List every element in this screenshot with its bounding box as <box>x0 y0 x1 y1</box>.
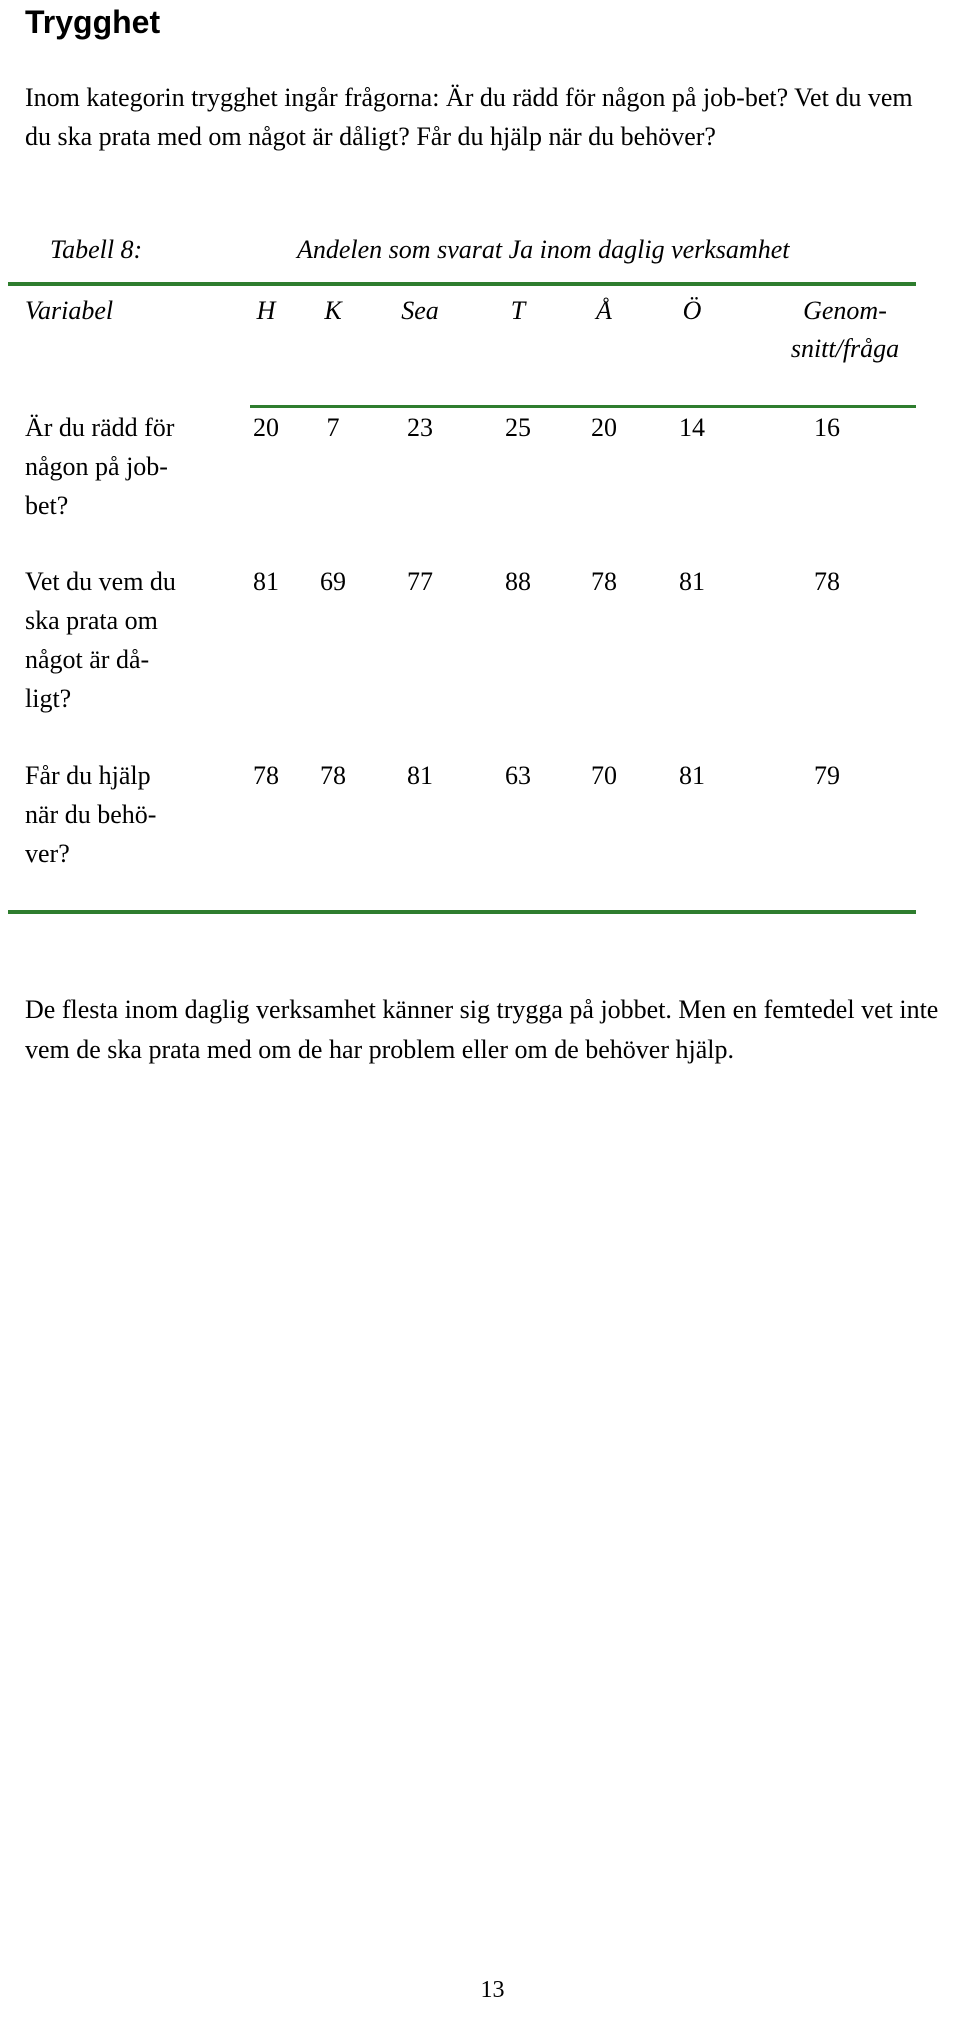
header-variable: Variabel <box>25 296 114 325</box>
row-label-line: Får du hjälp <box>25 761 151 790</box>
cell-oe: 81 <box>679 761 705 790</box>
row-label-line: något är då- <box>25 645 150 674</box>
cell-k: 78 <box>320 761 346 790</box>
table-label: Tabell 8: <box>50 235 143 264</box>
cell-h: 81 <box>253 567 279 596</box>
header-average-line1: Genom- <box>803 296 887 325</box>
table-bottom-rule <box>8 910 916 914</box>
cell-average: 79 <box>814 761 840 790</box>
cell-t: 25 <box>505 413 531 442</box>
row-label <box>25 562 230 718</box>
cell-sea: 81 <box>407 761 433 790</box>
row-label-line: bet? <box>25 491 69 520</box>
cell-k: 7 <box>326 413 340 442</box>
row-label-line: någon på job- <box>25 452 168 481</box>
table-top-rule <box>8 282 916 286</box>
table-title: Andelen som svarat Ja inom daglig verksamhet <box>297 235 790 264</box>
cell-oe: 81 <box>679 567 705 596</box>
cell-sea: 77 <box>407 567 433 596</box>
cell-aa: 78 <box>591 567 617 596</box>
page-number: 13 <box>480 1977 505 2003</box>
intro-paragraph: Inom kategorin trygghet ingår frågorna: Är du rädd för någon på job-bet? Vet du vem du ska prata med om något är dåligt? Får du hjälp när du behöver? <box>25 83 913 151</box>
row-label <box>25 756 230 873</box>
cell-aa: 70 <box>591 761 617 790</box>
row-label-line: ska prata om <box>25 606 158 635</box>
header-oe: Ö <box>682 296 702 325</box>
header-average-line2: snitt/fråga <box>790 334 900 363</box>
cell-k: 69 <box>320 567 346 596</box>
conclusion-paragraph: De flesta inom daglig verksamhet känner sig trygga på jobbet. Men en femtedel vet inte vem de ska prata med om de har problem eller om de behöver hjälp. <box>25 995 939 1064</box>
cell-t: 63 <box>505 761 531 790</box>
header-h: H <box>256 296 276 325</box>
header-aa: Å <box>596 296 612 325</box>
cell-average: 78 <box>814 567 840 596</box>
cell-aa: 20 <box>591 413 617 442</box>
cell-average: 16 <box>814 413 840 442</box>
row-label <box>25 408 230 525</box>
cell-oe: 14 <box>679 413 705 442</box>
row-label-line: Är du rädd för <box>25 413 175 442</box>
cell-h: 20 <box>253 413 279 442</box>
section-heading: Trygghet <box>25 4 161 40</box>
row-label-line: ver? <box>25 839 70 868</box>
header-sea: Sea <box>401 296 439 325</box>
header-t: T <box>510 296 526 325</box>
cell-h: 78 <box>253 761 279 790</box>
row-label-line: när du behö- <box>25 800 157 829</box>
cell-t: 88 <box>505 567 531 596</box>
cell-sea: 23 <box>407 413 433 442</box>
row-label-line: ligt? <box>25 684 72 713</box>
header-k: K <box>324 296 342 325</box>
row-label-line: Vet du vem du <box>25 567 176 596</box>
